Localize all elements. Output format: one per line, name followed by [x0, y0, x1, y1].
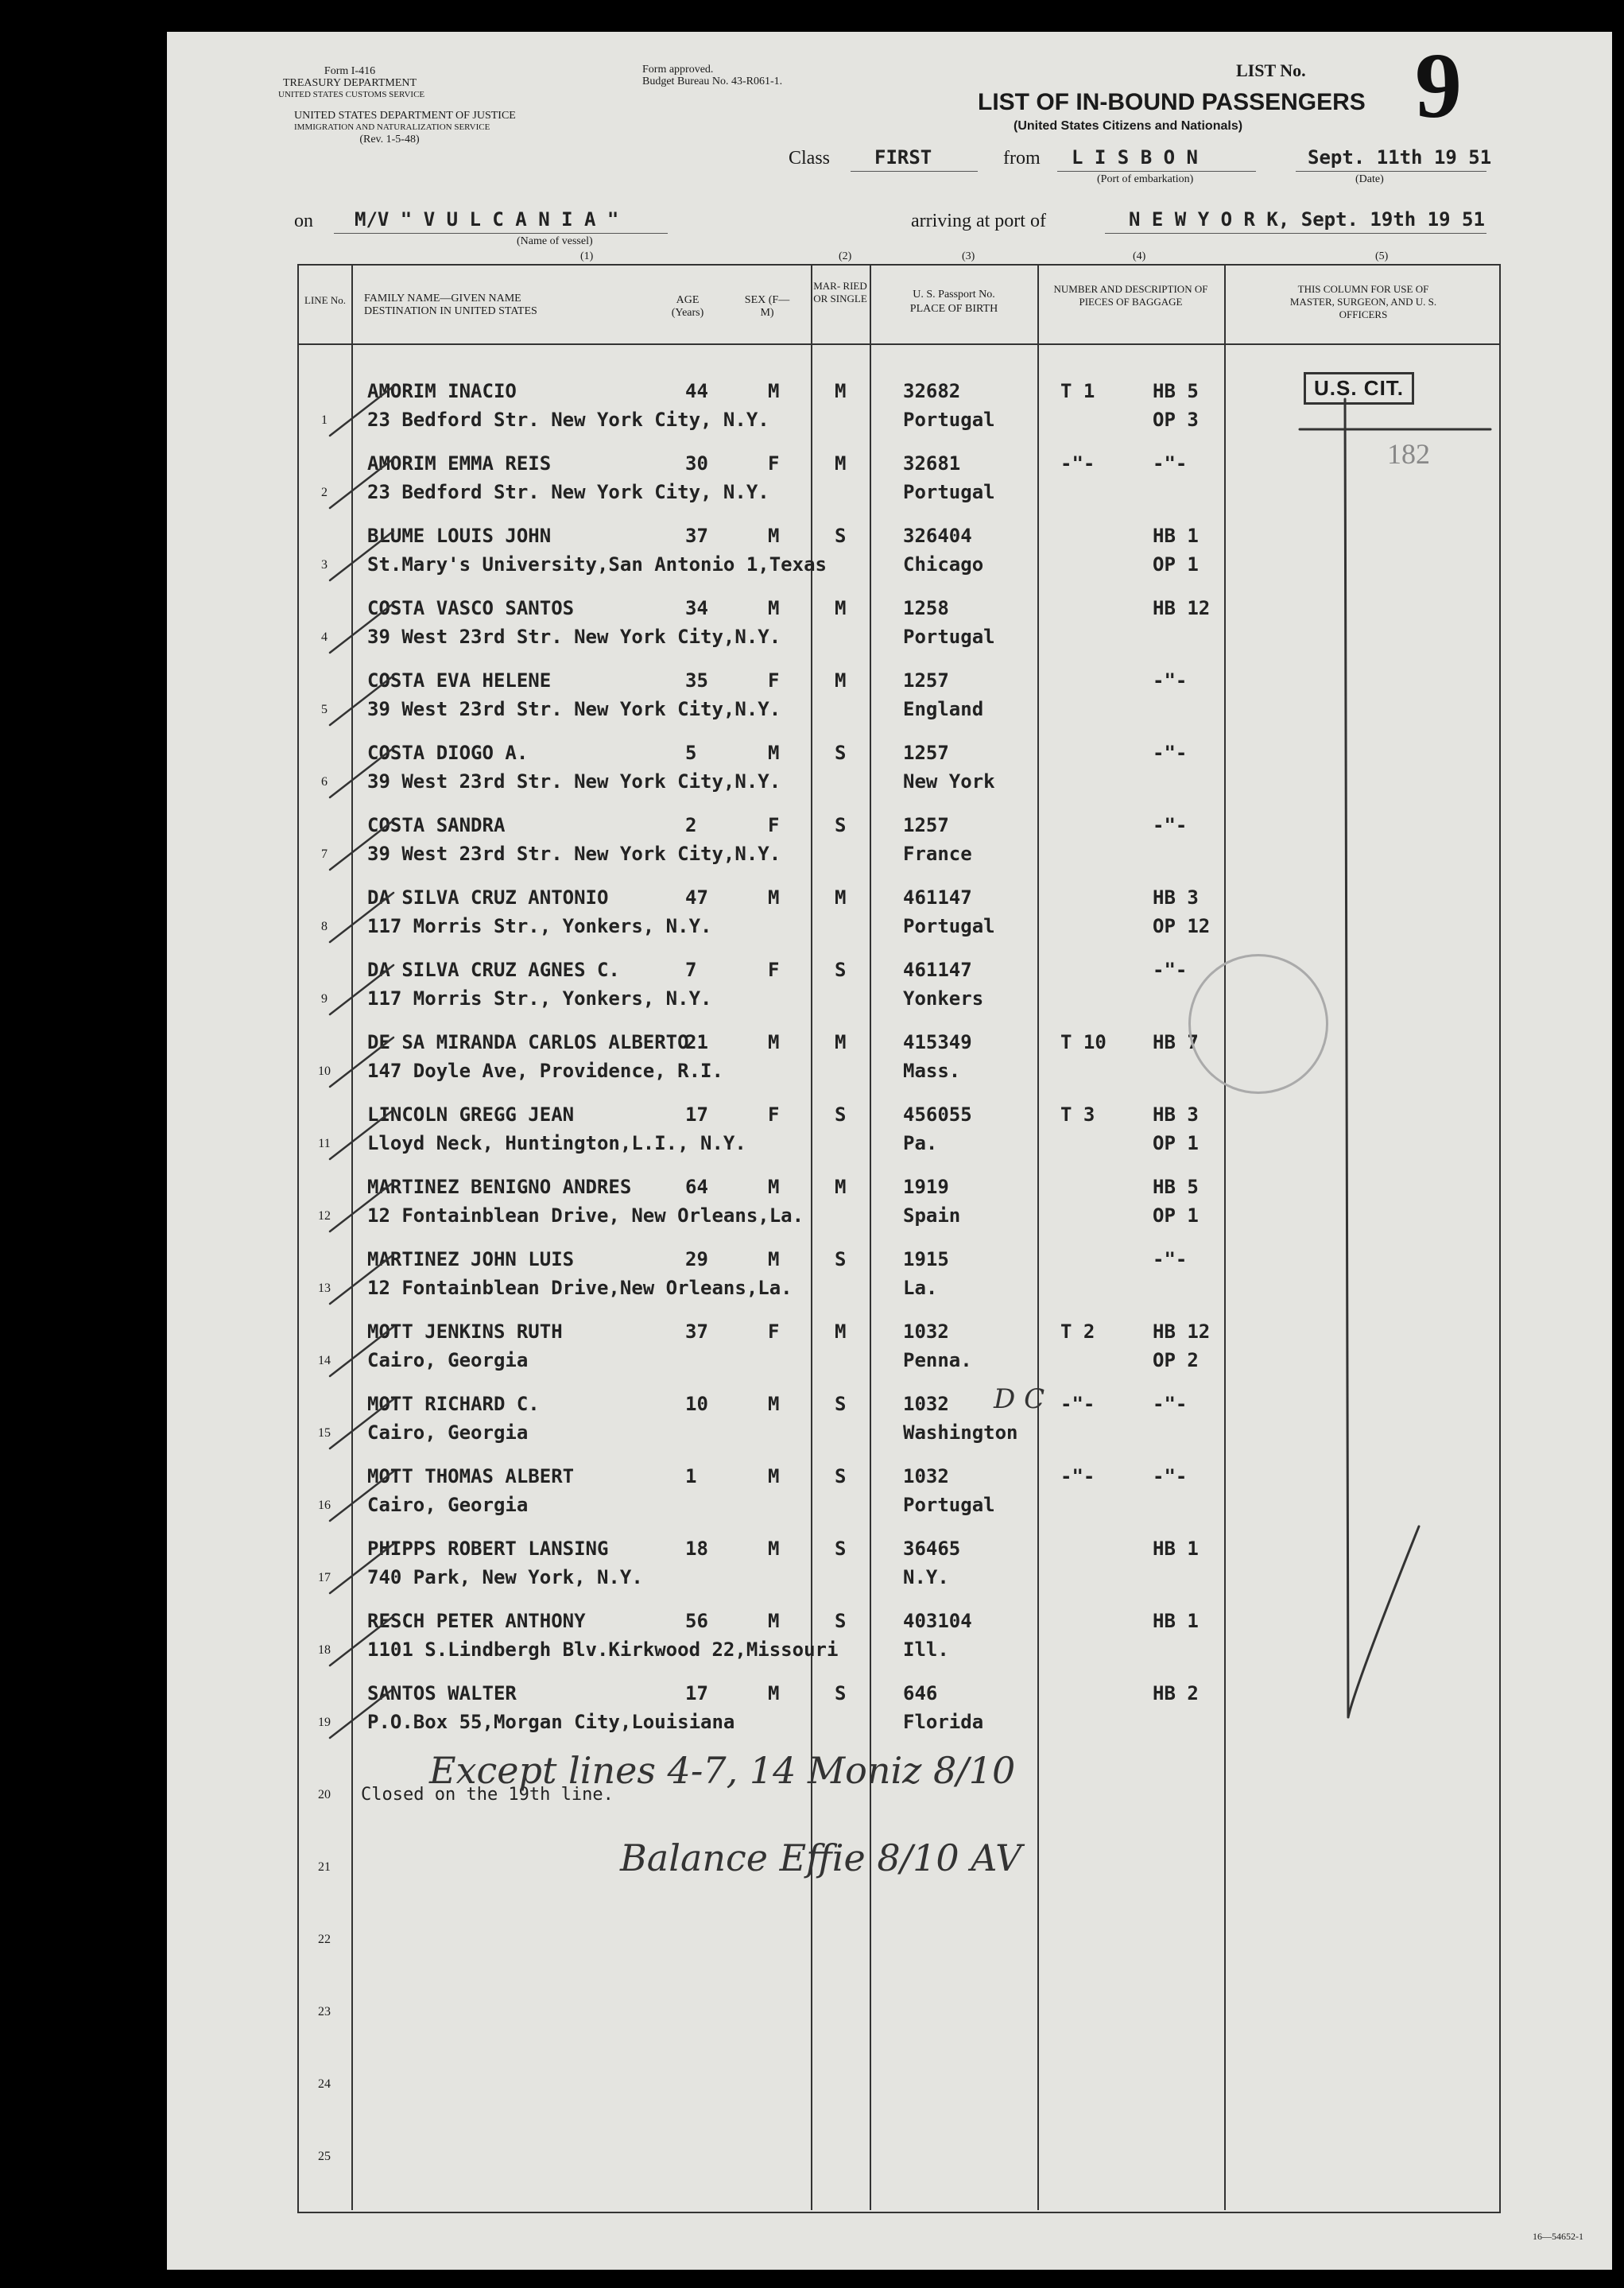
row-age: 7	[685, 959, 697, 981]
page-title: LIST OF IN-BOUND PASSENGERS	[978, 89, 1366, 115]
row-baggage-trunk: T 3	[1060, 1103, 1095, 1126]
on-label: on	[294, 211, 313, 231]
row-name: MOTT RICHARD C.	[367, 1393, 540, 1415]
checkmark-tick	[330, 893, 393, 942]
row-baggage-op: OP 1	[1153, 1204, 1199, 1227]
row-destination: 23 Bedford Str. New York City, N.Y.	[367, 409, 769, 431]
row-sex: M	[768, 1610, 780, 1632]
row-sex: F	[768, 1320, 780, 1343]
row-name: MOTT THOMAS ALBERT	[367, 1465, 575, 1487]
row-sex: M	[768, 597, 780, 619]
row-baggage-hb: -"-	[1153, 959, 1188, 981]
row-baggage-op: OP 12	[1153, 915, 1211, 937]
header-passport: U. S. Passport No.	[913, 289, 995, 301]
row-destination: 147 Doyle Ave, Providence, R.I.	[367, 1060, 723, 1082]
row-line-number: 7	[321, 847, 328, 861]
list-label: LIST No.	[1236, 60, 1306, 80]
row-married: S	[835, 959, 847, 981]
row-line-number: 18	[318, 1643, 331, 1657]
row-line-number: 9	[321, 992, 328, 1006]
row-sex: M	[768, 1682, 780, 1704]
header-age: AGE (Years)	[671, 294, 704, 319]
row-name: COSTA DIOGO A.	[367, 742, 529, 764]
manifest-page	[167, 32, 1612, 2270]
row-age: 44	[685, 380, 708, 402]
checkmark-tick	[330, 1399, 393, 1448]
row-name: MARTINEZ JOHN LUIS	[367, 1248, 575, 1270]
row-birthplace: France	[903, 843, 972, 865]
header-name: FAMILY NAME—GIVEN NAME	[364, 293, 521, 304]
row-sex: M	[768, 886, 780, 909]
row-baggage-hb: HB 3	[1153, 886, 1199, 909]
row-age: 47	[685, 886, 708, 909]
row-sex: M	[768, 1031, 780, 1053]
row-name: COSTA VASCO SANTOS	[367, 597, 575, 619]
empty-line-number: 22	[318, 1933, 331, 1946]
row-birthplace: Florida	[903, 1711, 984, 1733]
row-age: 56	[685, 1610, 708, 1632]
row-baggage-trunk: T 10	[1060, 1031, 1107, 1053]
row-baggage-op: OP 3	[1153, 409, 1199, 431]
row-destination: 740 Park, New York, N.Y.	[367, 1566, 643, 1588]
row-married: M	[835, 452, 847, 475]
row-birthplace: Portugal	[903, 409, 995, 431]
row-passport: 461147	[903, 886, 972, 909]
row-passport: 1919	[903, 1176, 949, 1198]
row-baggage-hb: -"-	[1153, 1465, 1188, 1487]
header-birth: PLACE OF BIRTH	[909, 303, 998, 315]
from-label: from	[1003, 148, 1041, 169]
row-sex: M	[768, 380, 780, 402]
row-sex: M	[768, 525, 780, 547]
row-birthplace: Pa.	[903, 1132, 938, 1154]
row-age: 35	[685, 669, 708, 692]
row-birthplace: England	[903, 698, 984, 720]
row-destination: 1101 S.Lindbergh Blv.Kirkwood 22,Missouri	[367, 1638, 839, 1661]
checkmark-tick	[330, 1110, 393, 1159]
row-baggage-hb: HB 12	[1153, 1320, 1211, 1343]
row-baggage-hb: HB 1	[1153, 1538, 1199, 1560]
row-birthplace: Penna.	[903, 1349, 972, 1371]
class-value: FIRST	[874, 146, 932, 169]
checkmark-tick	[330, 1255, 393, 1304]
row-age: 17	[685, 1682, 708, 1704]
header-sex: SEX (F—M)	[744, 294, 790, 319]
row-destination: 39 West 23rd Str. New York City,N.Y.	[367, 770, 781, 793]
row-married: S	[835, 1103, 847, 1126]
footer-code: 16—54652-1	[1533, 2231, 1583, 2242]
checkmark-tick	[330, 1037, 393, 1087]
row-age: 10	[685, 1393, 708, 1415]
row-passport: 403104	[903, 1610, 972, 1632]
row-line-number: 4	[321, 630, 328, 644]
row-baggage-hb: -"-	[1153, 742, 1188, 764]
date-caption: (Date)	[1355, 173, 1384, 185]
checkmark-tick	[330, 603, 393, 653]
row-baggage-op: OP 1	[1153, 553, 1199, 576]
row-baggage-hb: HB 1	[1153, 1610, 1199, 1632]
row-baggage-hb: -"-	[1153, 1393, 1188, 1415]
checkmark-tick	[330, 676, 393, 725]
row-married: S	[835, 1393, 847, 1415]
arriving-label: arriving at port of	[911, 211, 1046, 231]
row-name: DE SA MIRANDA CARLOS ALBERTO	[367, 1031, 689, 1053]
row-line-number: 2	[321, 486, 328, 499]
row-sex: M	[768, 1176, 780, 1198]
row-destination: 117 Morris Str., Yonkers, N.Y.	[367, 915, 712, 937]
row-married: S	[835, 1538, 847, 1560]
row-name: SANTOS WALTER	[367, 1682, 517, 1704]
row-age: 29	[685, 1248, 708, 1270]
row-passport: 1032	[903, 1465, 949, 1487]
row-sex: M	[768, 1248, 780, 1270]
revision-label: (Rev. 1-5-48)	[359, 134, 420, 145]
handwritten-balance-note: Balance Effie 8/10 AV	[620, 1836, 1022, 1879]
row-baggage-hb: HB 1	[1153, 525, 1199, 547]
arrival-port-date: N E W Y O R K, Sept. 19th 19 51	[1129, 208, 1485, 231]
row-birthplace: Washington	[903, 1421, 1018, 1444]
row-baggage-hb: -"-	[1153, 814, 1188, 836]
row-line-number: 10	[318, 1065, 331, 1078]
row-age: 5	[685, 742, 697, 764]
row-married: S	[835, 1465, 847, 1487]
row-baggage-hb: -"-	[1153, 669, 1188, 692]
row-line-number: 12	[318, 1209, 331, 1223]
checkmark-tick	[330, 1327, 393, 1376]
checkmark-tick	[330, 1182, 393, 1231]
row-line-number: 19	[318, 1716, 331, 1729]
vessel-name: M/V " V U L C A N I A "	[355, 208, 619, 231]
port-caption: (Port of embarkation)	[1097, 173, 1194, 185]
row-birthplace: Portugal	[903, 1494, 995, 1516]
handwritten-dc-note: D C	[994, 1383, 1045, 1415]
row-destination: P.O.Box 55,Morgan City,Louisiana	[367, 1711, 735, 1733]
row-passport: 646	[903, 1682, 938, 1704]
row-line-number: 15	[318, 1426, 331, 1440]
row-baggage-op: OP 1	[1153, 1132, 1199, 1154]
row-destination: 12 Fontainblean Drive,New Orleans,La.	[367, 1277, 793, 1299]
row-birthplace: Mass.	[903, 1060, 961, 1082]
row-line-number: 11	[318, 1137, 331, 1150]
row-baggage-trunk: T 2	[1060, 1320, 1095, 1343]
row-name: AMORIM EMMA REIS	[367, 452, 552, 475]
row-married: M	[835, 380, 847, 402]
row-birthplace: N.Y.	[903, 1566, 949, 1588]
row-birthplace: Portugal	[903, 626, 995, 648]
row-line-number: 17	[318, 1571, 331, 1584]
row-name: COSTA EVA HELENE	[367, 669, 552, 692]
row-married: S	[835, 742, 847, 764]
row-destination: 23 Bedford Str. New York City, N.Y.	[367, 481, 769, 503]
row-destination: 12 Fontainblean Drive, New Orleans,La.	[367, 1204, 804, 1227]
col-number: (3)	[962, 250, 975, 262]
empty-line-number: 25	[318, 2150, 331, 2163]
form-number: Form I-416	[324, 65, 376, 77]
row-married: S	[835, 814, 847, 836]
row-baggage-hb: -"-	[1153, 452, 1188, 475]
header-married: MAR- RIED OR SINGLE	[813, 280, 867, 304]
class-label: Class	[789, 148, 831, 169]
row-baggage-hb: HB 3	[1153, 1103, 1199, 1126]
port-embarkation: L I S B O N	[1072, 146, 1198, 169]
ins-label: IMMIGRATION AND NATURALIZATION SERVICE	[294, 122, 490, 132]
list-number: 9	[1415, 33, 1462, 138]
row-baggage-hb: HB 7	[1153, 1031, 1199, 1053]
row-line-number: 13	[318, 1282, 331, 1295]
row-passport: 1258	[903, 597, 949, 619]
row-married: M	[835, 1031, 847, 1053]
header-baggage: NUMBER AND DESCRIPTION OF PIECES OF BAGGAGE	[1053, 283, 1208, 308]
col-number: (2)	[839, 250, 852, 262]
row-baggage-hb: -"-	[1153, 1248, 1188, 1270]
header-destination: DESTINATION IN UNITED STATES	[364, 305, 537, 317]
empty-line-number: 23	[318, 2005, 331, 2018]
row-age: 21	[685, 1031, 708, 1053]
row-baggage-hb: HB 12	[1153, 597, 1211, 619]
row-line-number: 5	[321, 703, 328, 716]
row-sex: M	[768, 742, 780, 764]
row-passport: 1257	[903, 669, 949, 692]
row-age: 37	[685, 525, 708, 547]
checkmark-tick	[330, 748, 393, 797]
page-subtitle: (United States Citizens and Nationals)	[1014, 119, 1243, 133]
row-birthplace: Chicago	[903, 553, 984, 576]
row-destination: St.Mary's University,San Antonio 1,Texas	[367, 553, 827, 576]
row-sex: F	[768, 814, 780, 836]
row-name: LINCOLN GREGG JEAN	[367, 1103, 575, 1126]
row-married: S	[835, 1248, 847, 1270]
row-sex: M	[768, 1538, 780, 1560]
row-line-number: 6	[321, 775, 328, 789]
checkmark-tick	[330, 1689, 393, 1738]
row-baggage-hb: HB 5	[1153, 1176, 1199, 1198]
row-passport: 1032	[903, 1393, 949, 1415]
row-destination: 39 West 23rd Str. New York City,N.Y.	[367, 698, 781, 720]
row-passport: 456055	[903, 1103, 972, 1126]
row-name: BLUME LOUIS JOHN	[367, 525, 552, 547]
row-age: 37	[685, 1320, 708, 1343]
justice-label: UNITED STATES DEPARTMENT OF JUSTICE	[294, 110, 516, 122]
row-birthplace: New York	[903, 770, 995, 793]
row-married: S	[835, 1610, 847, 1632]
checkmark-tick	[330, 1472, 393, 1521]
row-passport: 1257	[903, 814, 949, 836]
checkmark-tick	[330, 459, 393, 508]
row-passport: 36465	[903, 1538, 961, 1560]
row-birthplace: Portugal	[903, 915, 995, 937]
col-number: (1)	[580, 250, 594, 262]
row-name: RESCH PETER ANTHONY	[367, 1610, 586, 1632]
row-married: S	[835, 525, 847, 547]
col-number: (4)	[1133, 250, 1146, 262]
passenger-count-stamp: 182	[1387, 438, 1430, 470]
row-age: 34	[685, 597, 708, 619]
row-married: S	[835, 1682, 847, 1704]
row-birthplace: Portugal	[903, 481, 995, 503]
row-passport: 1257	[903, 742, 949, 764]
checkmark-tick	[330, 531, 393, 580]
embark-date: Sept. 11th 19 51	[1308, 146, 1492, 169]
row-destination: Cairo, Georgia	[367, 1421, 529, 1444]
row-line-number: 1	[321, 413, 328, 427]
row-passport: 415349	[903, 1031, 972, 1053]
row-name: COSTA SANDRA	[367, 814, 506, 836]
row-destination: 117 Morris Str., Yonkers, N.Y.	[367, 987, 712, 1010]
row-destination: Cairo, Georgia	[367, 1349, 529, 1371]
row-destination: 39 West 23rd Str. New York City,N.Y.	[367, 843, 781, 865]
row-age: 18	[685, 1538, 708, 1560]
header-officers: THIS COLUMN FOR USE OF MASTER, SURGEON, AND U. S. OFFICERS	[1289, 283, 1437, 320]
checkmark-tick	[330, 386, 393, 436]
row-age: 30	[685, 452, 708, 475]
row-sex: F	[768, 959, 780, 981]
row-baggage-trunk: -"-	[1060, 452, 1095, 475]
checkmark-tick	[330, 820, 393, 870]
row-name: PHIPPS ROBERT LANSING	[367, 1538, 609, 1560]
row-married: M	[835, 669, 847, 692]
row-name: DA SILVA CRUZ ANTONIO	[367, 886, 609, 909]
col-number: (5)	[1375, 250, 1389, 262]
header-line-no: LINE No.	[304, 294, 346, 306]
row-passport: 1032	[903, 1320, 949, 1343]
checkmark-tick	[330, 965, 393, 1014]
row-sex: F	[768, 452, 780, 475]
row-age: 17	[685, 1103, 708, 1126]
row-destination: Cairo, Georgia	[367, 1494, 529, 1516]
row-sex: F	[768, 1103, 780, 1126]
row-birthplace: Spain	[903, 1204, 961, 1227]
row-passport: 32681	[903, 452, 961, 475]
row-married: M	[835, 597, 847, 619]
row-destination: Lloyd Neck, Huntington,L.I., N.Y.	[367, 1132, 746, 1154]
row-age: 64	[685, 1176, 708, 1198]
row-sex: M	[768, 1393, 780, 1415]
row-baggage-trunk: T 1	[1060, 380, 1095, 402]
row-married: M	[835, 886, 847, 909]
us-citizen-stamp: U.S. CIT.	[1304, 372, 1414, 405]
empty-line-number: 21	[318, 1860, 331, 1874]
row-name: DA SILVA CRUZ AGNES C.	[367, 959, 620, 981]
row-birthplace: Ill.	[903, 1638, 949, 1661]
customs-label: UNITED STATES CUSTOMS SERVICE	[278, 90, 425, 99]
row-baggage-hb: HB 5	[1153, 380, 1199, 402]
row-birthplace: Yonkers	[903, 987, 984, 1010]
checkmark-tick	[330, 1616, 393, 1666]
row-line-number: 14	[318, 1354, 331, 1367]
row-baggage-hb: HB 2	[1153, 1682, 1199, 1704]
approved-label: Form approved.	[642, 64, 714, 76]
row-line-number: 8	[321, 920, 328, 933]
row-passport: 326404	[903, 525, 972, 547]
row-destination: 39 West 23rd Str. New York City,N.Y.	[367, 626, 781, 648]
vessel-caption: (Name of vessel)	[517, 235, 593, 247]
row-birthplace: La.	[903, 1277, 938, 1299]
row-married: M	[835, 1320, 847, 1343]
row-baggage-op: OP 2	[1153, 1349, 1199, 1371]
treasury-label: TREASURY DEPARTMENT	[282, 77, 417, 89]
row-age: 2	[685, 814, 697, 836]
closing-note: Closed on the 19th line.	[361, 1785, 614, 1805]
row-married: M	[835, 1176, 847, 1198]
row-passport: 32682	[903, 380, 961, 402]
row-baggage-trunk: -"-	[1060, 1465, 1095, 1487]
row-name: MOTT JENKINS RUTH	[367, 1320, 563, 1343]
row-baggage-trunk: -"-	[1060, 1393, 1095, 1415]
row-line-number: 3	[321, 558, 328, 572]
row-sex: F	[768, 669, 780, 692]
row-name: MARTINEZ BENIGNO ANDRES	[367, 1176, 632, 1198]
row-age: 1	[685, 1465, 697, 1487]
row-passport: 1915	[903, 1248, 949, 1270]
budget-label: Budget Bureau No. 43-R061-1.	[642, 76, 783, 87]
empty-line-number: 24	[318, 2077, 331, 2091]
checkmark-tick	[330, 1544, 393, 1593]
row-sex: M	[768, 1465, 780, 1487]
row-line-number: 16	[318, 1499, 331, 1512]
pen-marks	[167, 32, 1612, 2270]
row-name: AMORIM INACIO	[367, 380, 517, 402]
handwritten-exception-note: Except lines 4-7, 14 Moniz 8/10	[429, 1749, 1016, 1792]
row-passport: 461147	[903, 959, 972, 981]
empty-line-number: 20	[318, 1788, 331, 1801]
